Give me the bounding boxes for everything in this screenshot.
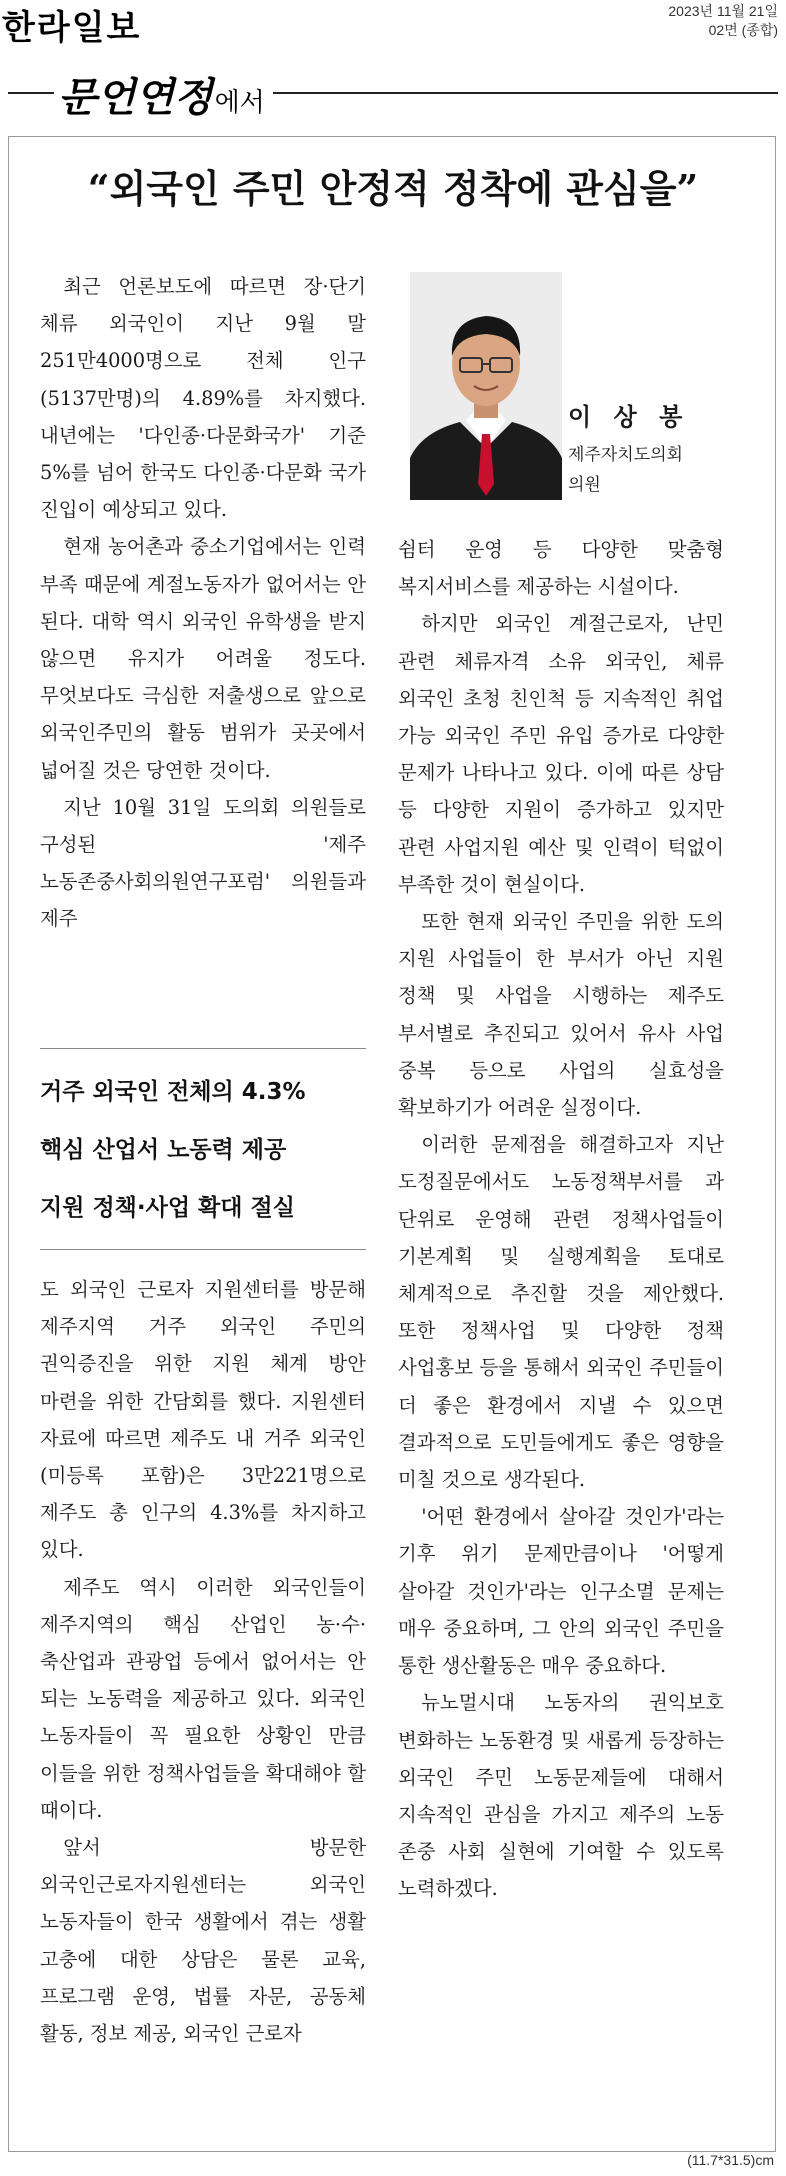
paragraph: 지난 10월 31일 도의회 의원들로 구성된 '제주 노동존중사회의원연구포럼' 의원들과 제주	[40, 795, 366, 931]
article-headline: “외국인 주민 안정적 정착에 관심을”	[87, 166, 699, 211]
author-byline	[568, 400, 768, 500]
section-suffix: 에서	[214, 88, 265, 118]
paragraph: 이러한 문제점을 해결하고자 지난 도정질문에서도 노동정책부서를 과 단위로 운영해 관련 정책사업들이 기본계획 및 실행계획을 토대로 체계적으로 추진할 것을 제안했다. 또한 정책사업 및 다양한 정책 사업홍보 등을 통해서 외국인 주민들이 더 좋은 환경에서 지낼 수 있으면 결과적으로 도민들에게도 좋은 영향을 미칠 것으로 생각된다.	[398, 1133, 724, 1492]
paragraph: 최근 언론보도에 따르면 장·단기 체류 외국인이 지난 9월 말 251만4000명으로 전체 인구(5137만명)의 4.89%를 차지했다. 내년에는 '다인종·다문화국가' 기준 5%를 넘어 한국도 다인종·다문화 국가 진입이 예상되고 있다.	[40, 275, 366, 522]
column-2	[398, 531, 724, 1908]
author-photo	[410, 272, 562, 500]
column-1-lower	[40, 1271, 366, 2052]
paragraph: 현재 농어촌과 중소기업에서는 인력 부족 때문에 계절노동자가 없어서는 안 된다. 대학 역시 외국인 유학생을 받지 않으면 유지가 어려울 정도다. 무엇보다도 극심한 저출생으로 앞으로 외국인주민의 활동 범위가 곳곳에서 넓어질 것은 당연한 것이다.	[40, 535, 366, 782]
paragraph: 쉼터 운영 등 다양한 맞춤형 복지서비스를 제공하는 시설이다.	[398, 538, 724, 599]
paragraph: '어떤 환경에서 살아갈 것인가'라는 기후 위기 문제만큼이나 '어떻게 살아갈 것인가'라는 인구소멸 문제는 매우 중요하며, 그 안의 외국인 주민을 통한 생산활동은 매우 중요하다.	[398, 1505, 724, 1678]
author-position	[568, 440, 768, 500]
issue-date: 2023년 11월 21일	[668, 3, 778, 19]
issue-meta	[668, 2, 778, 40]
newspaper-masthead: 한라일보	[2, 8, 142, 48]
paragraph: 도 외국인 근로자 지원센터를 방문해 제주지역 거주 외국인 주민의 권익증진을 위한 지원 체계 방안 마련을 위한 간담회를 했다. 지원센터 자료에 따르면 제주도 내 거주 외국인(미등록 포함)은 3만221명으로 제주도 총 인구의 4.3%를 차지하고 있다.	[40, 1278, 366, 1562]
subheadline-line: 거주 외국인 전체의 4.3%	[40, 1079, 306, 1105]
subheadline-line: 지원 정책·사업 확대 절실	[40, 1195, 295, 1221]
section-title: 문언연정	[58, 74, 213, 121]
author-name: 이 상 봉	[568, 403, 690, 431]
section-name	[54, 66, 273, 123]
subheadline-line: 핵심 산업서 노동력 제공	[40, 1137, 287, 1163]
paragraph: 앞서 방문한 외국인근로자지원센터는 외국인 노동자들이 한국 생활에서 겪는 생활 고충에 대한 상담은 물론 교육, 프로그램 운영, 법률 자문, 공동체 활동, 정보 제공, 외국인 근로자	[40, 1836, 366, 2046]
clipping-size: (11.7*31.5)cm	[687, 2152, 774, 2168]
author-affiliation: 제주자치도의회	[568, 445, 683, 465]
author-portrait-image	[410, 272, 562, 500]
column-1-upper	[40, 268, 366, 938]
paragraph: 또한 현재 외국인 주민을 위한 도의 지원 사업들이 한 부서가 아닌 지원 정책 및 사업을 시행하는 제주도 부서별로 추진되고 있어서 유사 사업 중복 등으로 사업의 실효성을 확보하기가 어려운 실정이다.	[398, 910, 724, 1120]
paragraph: 뉴노멀시대 노동자의 권익보호 변화하는 노동환경 및 새롭게 등장하는 외국인 주민 노동문제들에 대해서 지속적인 관심을 가지고 제주의 노동 존중 사회 실현에 기여할 수 있도록 노력하겠다.	[398, 1691, 724, 1901]
issue-page: 02면 (종합)	[708, 22, 778, 38]
section-header	[8, 62, 778, 122]
paragraph: 하지만 외국인 계절근로자, 난민 관련 체류자격 소유 외국인, 체류 외국인 초청 친인척 등 지속적인 취업 가능 외국인 주민 유입 증가로 다양한 문제가 나타나고 있다. 이에 따른 상담 등 다양한 지원이 증가하고 있지만 관련 사업지원 예산 및 인력이 턱없이 부족한 것이 현실이다.	[398, 612, 724, 896]
author-title: 의원	[568, 475, 601, 495]
subheadline-box	[40, 1048, 366, 1250]
paragraph: 제주도 역시 이러한 외국인들이 제주지역의 핵심 산업인 농·수·축산업과 관광업 등에서 없어서는 안 되는 노동력을 제공하고 있다. 외국인 노동자들이 꼭 필요한 상황인 만큼 이들을 위한 정책사업들을 확대해야 할 때이다.	[40, 1575, 366, 1822]
